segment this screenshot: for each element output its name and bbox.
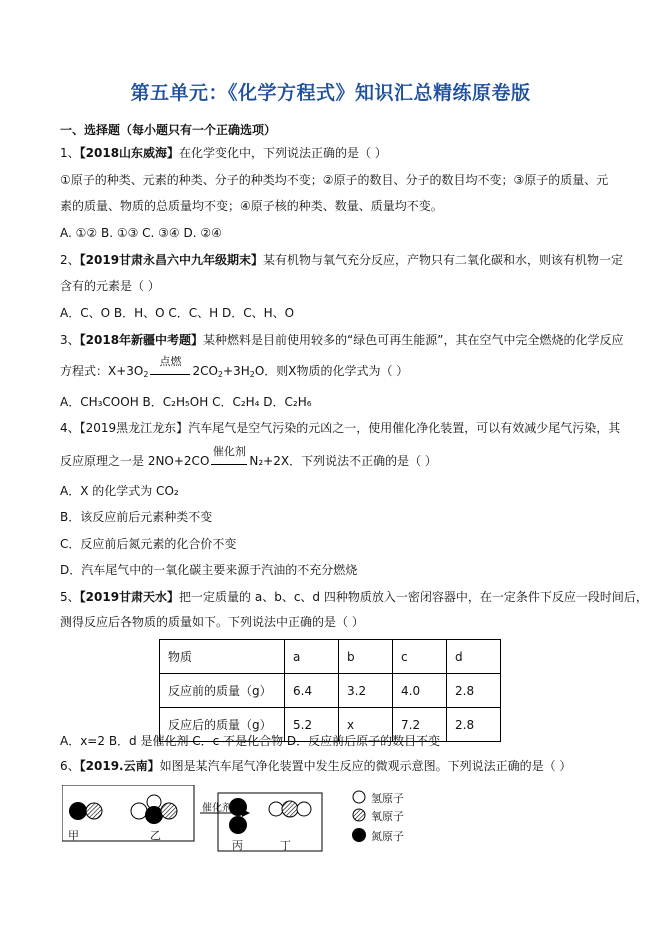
table-cell: 反应前的质量（g） [160,674,285,708]
table-cell: a [285,640,339,674]
legend-hydrogen-icon [353,791,365,803]
question-1-options: A. ①② B. ①③ C. ③④ D. ②④ [60,226,222,240]
legend-hydrogen-label: 氢原子 [371,792,404,805]
reaction-condition [211,445,247,465]
question-2-line-2: 含有的元素是（ ） [60,279,160,293]
question-number: 1、 [60,146,80,160]
question-4-stem [60,421,620,435]
legend-nitrogen-icon [352,828,366,842]
condition-label: 催化剂 [212,445,246,458]
mass-table [159,639,501,742]
table-cell: 物质 [160,640,285,674]
table-cell: b [339,640,393,674]
question-text: 汽车尾气是空气污染的元凶之一，使用催化净化装置，可以有效减少尾气污染，其 [188,421,621,435]
table-cell: 5.2 [285,708,339,742]
question-3-equation: 方程式：$X+3O_2$ 点燃 $2CO_2+3H_2O$．则X物质的化学式为（ ） [60,355,409,379]
table-cell: 反应后的质量（g） [160,708,285,742]
label-ding: 丁 [280,839,291,852]
question-5-line-2: 测得反应后各物质的质量如下。下列说法中正确的是（ ） [60,615,364,629]
question-number: 5、 [60,590,80,604]
question-1-stem [60,146,387,160]
table-row [160,674,501,708]
table-cell: 7.2 [393,708,447,742]
question-4-option-c: C．反应前后氮元素的化合价不变 [60,537,237,551]
table-cell: 6.4 [285,674,339,708]
oxygen-atom-icon [161,803,177,819]
question-source: 【2019甘肃天水】 [79,590,180,604]
legend-oxygen-icon [353,809,365,821]
question-number: 6、 [60,759,80,773]
legend-nitrogen-label: 氮原子 [371,830,404,843]
question-source: 【2019黑龙江龙东】 [79,421,189,435]
nitrogen-atom-icon [145,806,163,824]
equation-left: 反应原理之一是 2NO+2CO [60,454,210,468]
question-4-option-b: B．该反应前后元素种类不变 [60,510,213,524]
table-cell: c [393,640,447,674]
question-5-stem [60,590,648,604]
question-1-line-2: ①原子的种类、元素的种类、分子的种类均不变；②原子的数目、分子的数目均不变；③原子的质量、元 [60,173,609,187]
reaction-arrow [150,374,190,375]
table-cell: 4.0 [393,674,447,708]
equation-question: O．则X物质的化学式为（ ） [254,364,409,378]
equation-left: 方程式：X+3O [60,364,144,378]
hydrogen-atom-icon [297,802,311,816]
table-cell: 3.2 [339,674,393,708]
question-text: 某有机物与氧气充分反应，产物只有二氧化碳和水，则该有机物一定 [263,253,624,267]
equation-right: N₂+2X．下列说法不正确的是（ ） [249,454,437,468]
label-yi: 乙 [150,829,161,842]
question-source: 【2019甘肃永昌六中九年级期末】 [79,253,264,267]
question-3-stem [60,333,623,347]
question-1-line-3: 素的质量、物质的总质量均不变；④原子核的种类、数量、质量均不变。 [60,199,443,213]
question-4-equation [60,445,437,468]
table-cell: 2.8 [447,674,501,708]
oxygen-atom-icon [86,803,102,819]
legend-oxygen-label: 氧原子 [371,810,404,823]
reaction-arrow [211,464,247,465]
question-text: 在化学变化中，下列说法正确的是（ ） [179,146,387,160]
table-cell: x [339,708,393,742]
question-number: 2、 [60,253,80,267]
question-text: 把一定质量的 a、b、c、d 四种物质放入一密闭容器中，在一定条件下反应一段时间后， [179,590,648,604]
catalyst-label: 催化剂 [202,803,232,814]
label-jia: 甲 [68,829,79,842]
question-source: 【2018年新疆中考题】 [79,333,204,347]
equation-right-2: +3H [223,364,250,378]
question-6-stem [60,759,571,773]
question-5-options: A．x=2 B．d 是催化剂 C．c 不是化合物 D．反应前后原子的数目不变 [60,734,441,748]
question-4-option-d: D．汽车尾气中的一氧化碳主要来源于汽油的不充分燃烧 [60,563,358,577]
equation-right: 2CO [192,364,218,378]
table-header-row [160,640,501,674]
question-number: 3、 [60,333,80,347]
question-text: 某种燃料是目前使用较多的“绿色可再生能源”，其在空气中完全燃烧的化学反应 [203,333,624,347]
nitrogen-atom-icon [69,802,87,820]
oxygen-atom-icon [282,801,298,817]
question-source: 【2019.云南】 [79,759,160,773]
question-source: 【2018山东威海】 [79,146,180,160]
reaction-condition [150,355,190,375]
table-cell: d [447,640,501,674]
condition-label: 点燃 [159,355,182,368]
label-bing: 丙 [232,839,243,852]
section-heading: 一、选择题（每小题只有一个正确选项） [60,123,277,137]
page-title: 第五单元：《化学方程式》知识汇总精练原卷版 [130,82,531,104]
question-3-options: A．CH₃COOH B．C₂H₅OH C．C₂H₄ D．C₂H₆ [60,395,312,409]
question-number: 4、 [60,421,80,435]
hydrogen-atom-icon [131,803,147,819]
question-2-stem [60,253,623,267]
question-4-option-a: A．X 的化学式为 CO₂ [60,484,179,498]
hydrogen-atom-icon [269,802,283,816]
question-2-options: A．C、O B．H、O C．C、H D．C、H、O [60,306,295,320]
question-text: 如图是某汽车尾气净化装置中发生反应的微观示意图。下列说法正确的是（ ） [159,759,572,773]
micro-reaction-diagram [62,785,574,857]
nitrogen-atom-icon [229,816,247,834]
table-cell: 2.8 [447,708,501,742]
